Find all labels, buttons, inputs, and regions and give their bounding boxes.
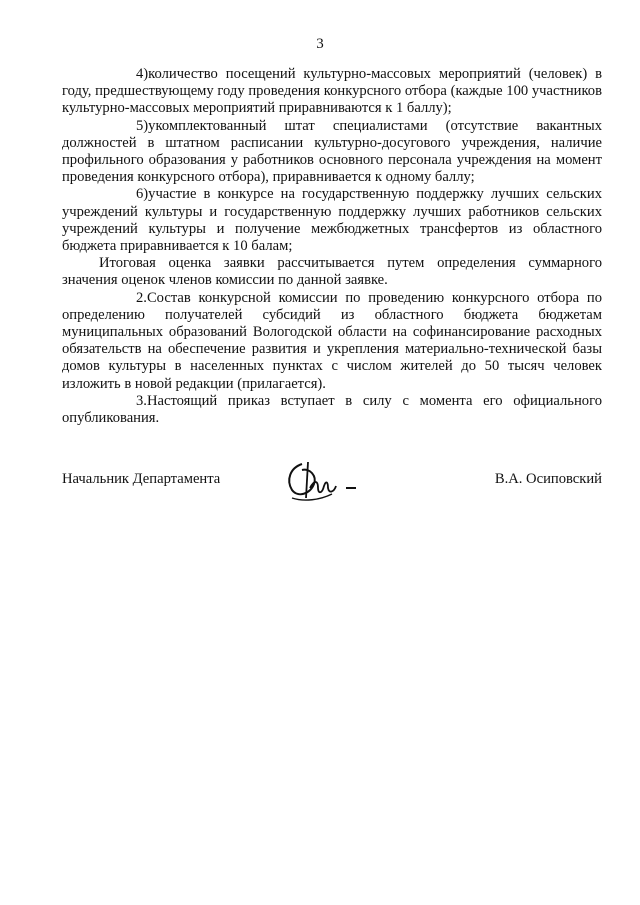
paragraph-text: укомплектованный штат специалистами (отсутствие вакантных должностей в штатном расписании культурно-досугового учреждения, наличие профильного образования у работников основного персонала учреждения на момент проведения конкурсного отбора), приравнивается к одному баллу; [62, 117, 602, 186]
item-number: 5) [136, 117, 149, 134]
document-body [62, 66, 602, 427]
item-number: 6) [136, 186, 149, 203]
paragraph-item-5 [62, 118, 602, 187]
paragraph-section-3 [62, 393, 602, 427]
signature-block [62, 462, 602, 522]
page-number: 3 [316, 36, 324, 52]
paragraph-text: количество посещений культурно-массовых мероприятий (человек) в году, предшествующему году проведения конкурсного отбора (каждые 100 участников культурно-массовых мероприятий приравниваются к 1 баллу); [62, 66, 602, 117]
paragraph-text: Состав конкурсной комиссии по проведению конкурсного отбора по определению получателей субсидий из областного бюджета бюджетам муниципальных образований Вологодской области на софинансирование расходных обязательств на обеспечение развития и укрепления материально-технической базы домов культуры в населенных пунктах с числом жителей до 50 тысяч человек изложить в новой редакции (прилагается). [62, 289, 602, 392]
paragraph-text: участие в конкурсе на государственную поддержку лучших сельских учреждений культуры и государственную поддержку лучших работников сельских учреждений культуры и получение межбюджетных трансфертов из областного бюджета приравнивается к 10 балам; [62, 186, 602, 255]
signatory-position: Начальник Департамента [62, 471, 221, 487]
paragraph-item-6 [62, 186, 602, 255]
paragraph-section-2 [62, 290, 602, 393]
signatory-name: В.А. Осиповский [494, 471, 602, 487]
paragraph-text: Итоговая оценка заявки рассчитывается путем определения суммарного значения оценок членов комиссии по данной заявке. [62, 255, 602, 289]
item-number: 2. [136, 289, 147, 306]
paragraph-item-4 [62, 66, 602, 118]
paragraph-final-score [62, 255, 602, 289]
paragraph-text: Настоящий приказ вступает в силу с момента его официального опубликования. [62, 392, 602, 427]
item-number: 4) [136, 66, 149, 82]
item-number: 3. [136, 392, 147, 409]
handwritten-signature [280, 458, 370, 506]
